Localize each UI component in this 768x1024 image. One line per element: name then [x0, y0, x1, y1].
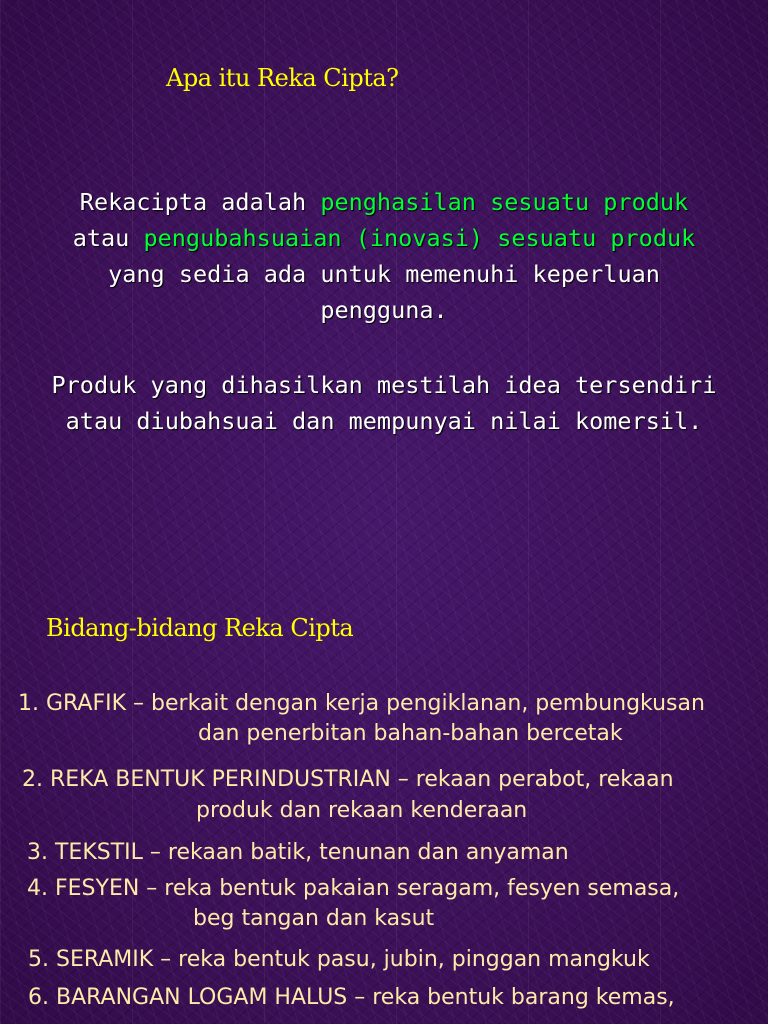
product-paragraph [20, 367, 748, 439]
definition-paragraph [20, 184, 748, 328]
title-apa-itu-reka-cipta: Apa itu Reka Cipta? [166, 64, 399, 92]
definition-line-3: yang sedia ada untuk memenuhi keperluan [108, 260, 660, 288]
field-item-6-line-1: 6. BARANGAN LOGAM HALUS – reka bentuk barang kemas, [28, 985, 675, 1010]
definition-text: Rekacipta adalah [79, 188, 321, 216]
field-item-4-line-1: 4. FESYEN – reka bentuk pakaian seragam, fesyen semasa, [27, 876, 680, 901]
product-line-1: Produk yang dihasilkan mestilah idea tersendiri [51, 371, 717, 399]
field-item-5-line-1: 5. SERAMIK – reka bentuk pasu, jubin, pinggan mangkuk [28, 947, 650, 972]
title-bidang-reka-cipta: Bidang-bidang Reka Cipta [46, 614, 354, 642]
definition-line-4: pengguna. [320, 296, 448, 324]
field-item-2-line-2: produk dan rekaan kenderaan [196, 798, 528, 823]
field-item-4-line-2: beg tangan dan kasut [193, 906, 435, 931]
definition-text: atau [72, 224, 144, 252]
field-item-1-line-1: 1. GRAFIK – berkait dengan kerja pengiklanan, pembungkusan [18, 691, 705, 716]
definition-line-1 [20, 184, 748, 220]
product-line-2: atau diubahsuai dan mempunyai nilai komersil. [65, 407, 703, 435]
field-item-2-line-1: 2. REKA BENTUK PERINDUSTRIAN – rekaan perabot, rekaan [22, 767, 674, 792]
definition-line-2 [20, 220, 748, 256]
definition-highlight: pengubahsuaian (inovasi) sesuatu produk [143, 224, 696, 252]
field-item-3-line-1: 3. TEKSTIL – rekaan batik, tenunan dan anyaman [27, 840, 569, 865]
definition-highlight: penghasilan sesuatu produk [320, 188, 689, 216]
field-item-1-line-2: dan penerbitan bahan-bahan bercetak [198, 721, 623, 746]
